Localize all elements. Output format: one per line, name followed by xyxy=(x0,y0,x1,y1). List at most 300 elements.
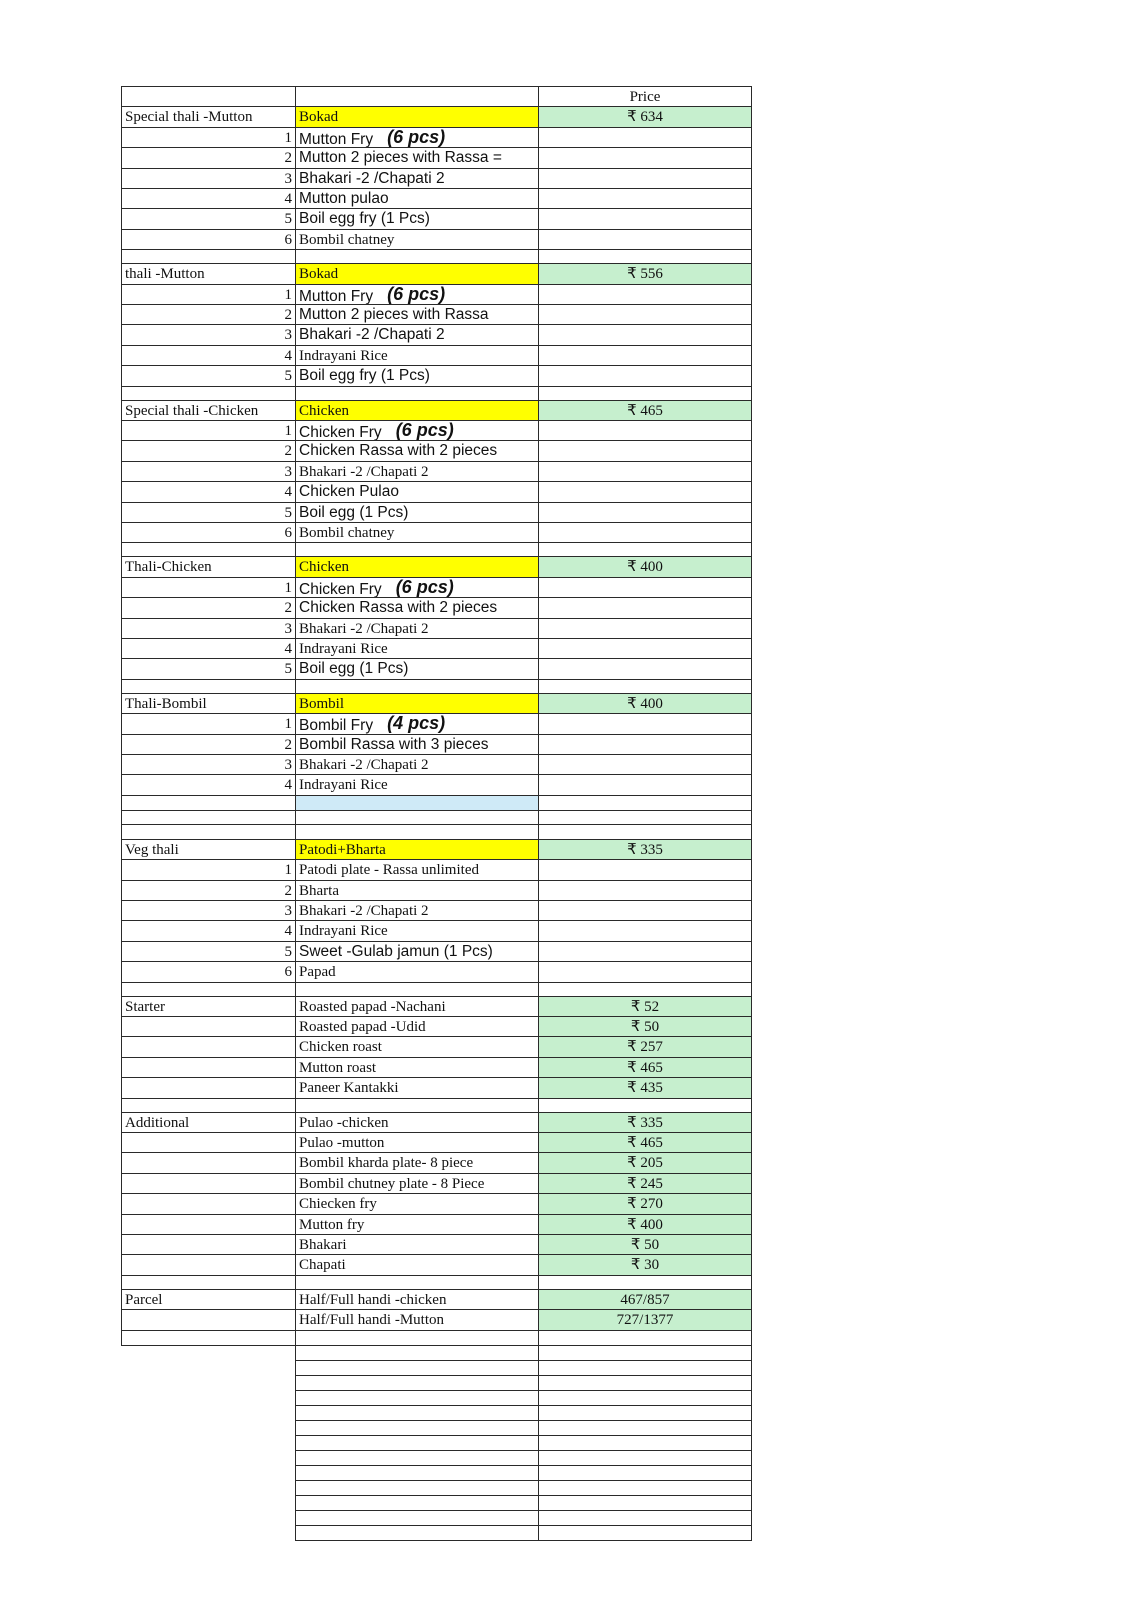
item-name: Bhakari -2 /Chapati 2 xyxy=(299,463,429,480)
item-number: 3 xyxy=(284,327,292,344)
item-name: Patodi+Bharta xyxy=(299,841,386,858)
item-cell xyxy=(295,168,539,189)
item-cell xyxy=(295,208,539,229)
price-cell xyxy=(538,386,752,401)
piece-count: (6 pcs) xyxy=(387,283,446,304)
item-label xyxy=(299,265,338,283)
price-value: 727/1377 xyxy=(616,1312,674,1329)
category-cell xyxy=(121,168,296,189)
item-number: 1 xyxy=(284,579,292,596)
item-cell xyxy=(295,693,539,714)
category-cell xyxy=(121,996,296,1017)
category-cell xyxy=(121,920,296,941)
price-value: ₹ 50 xyxy=(630,1237,660,1253)
item-number: 2 xyxy=(284,736,292,753)
item-name: Bombil Rassa with 3 pieces xyxy=(299,735,489,753)
item-number: 1 xyxy=(284,862,292,879)
price-cell xyxy=(538,1132,752,1153)
item-label xyxy=(299,402,349,420)
item-cell xyxy=(295,1016,539,1037)
price-cell xyxy=(538,1420,752,1436)
item-label xyxy=(299,1038,382,1056)
item-name: Boil egg fry (1 Pcs) xyxy=(299,367,430,385)
price-cell xyxy=(538,618,752,639)
price-cell xyxy=(538,880,752,901)
item-number: 4 xyxy=(284,923,292,940)
price-cell xyxy=(538,1112,752,1133)
item-number: 2 xyxy=(284,150,292,167)
price-cell xyxy=(538,824,752,840)
item-label xyxy=(299,1018,426,1036)
price-cell xyxy=(538,1330,752,1346)
item-number: 2 xyxy=(284,882,292,899)
price-cell xyxy=(538,420,752,441)
price-cell xyxy=(538,1495,752,1511)
item-label xyxy=(299,1114,389,1132)
category-cell xyxy=(121,502,296,523)
price-cell xyxy=(538,754,752,775)
item-number: 3 xyxy=(284,463,292,480)
item-name: Bokad xyxy=(299,266,339,283)
item-cell xyxy=(295,1098,539,1113)
category-cell xyxy=(121,1309,296,1330)
item-number: 1 xyxy=(284,286,292,303)
price-cell xyxy=(538,795,752,811)
item-cell xyxy=(295,365,539,386)
item-cell xyxy=(295,920,539,941)
item-name: Chicken roast xyxy=(299,1039,382,1056)
item-cell xyxy=(295,1525,539,1541)
price-cell xyxy=(538,1405,752,1421)
item-cell xyxy=(295,188,539,209)
price-cell xyxy=(538,577,752,598)
item-cell xyxy=(295,839,539,860)
category-cell xyxy=(121,1289,296,1310)
category-cell xyxy=(121,440,296,461)
item-name: Bhakari -2 /Chapati 2 xyxy=(299,326,445,344)
item-cell xyxy=(295,1330,539,1346)
item-name: Patodi plate - Rassa unlimited xyxy=(299,862,479,879)
price-value: ₹ 556 xyxy=(627,266,663,283)
item-label xyxy=(299,963,336,981)
item-label xyxy=(299,558,349,576)
item-label xyxy=(299,326,445,344)
price-cell xyxy=(538,1309,752,1330)
item-label xyxy=(299,715,445,735)
price-cell xyxy=(538,1173,752,1194)
item-cell xyxy=(295,440,539,461)
item-name: Mutton 2 pieces with Rassa = xyxy=(299,149,502,167)
price-cell xyxy=(538,1036,752,1057)
category-label: Additional xyxy=(125,1114,190,1131)
item-number: 5 xyxy=(284,368,292,385)
item-label xyxy=(299,660,408,678)
price-value: ₹ 257 xyxy=(627,1039,663,1056)
category-cell xyxy=(121,188,296,209)
category-cell xyxy=(121,127,296,148)
item-cell xyxy=(295,658,539,679)
item-cell xyxy=(295,386,539,401)
category-cell xyxy=(121,1214,296,1235)
price-cell xyxy=(538,345,752,366)
item-name: Bhakari -2 /Chapati 2 xyxy=(299,757,429,773)
price-cell xyxy=(538,1480,752,1496)
category-cell xyxy=(121,1275,296,1290)
item-name: Mutton Fry xyxy=(299,287,374,305)
item-name: Chicken xyxy=(299,559,349,576)
category-cell xyxy=(121,774,296,795)
category-cell xyxy=(121,86,296,107)
item-name: Boil egg (1 Pcs) xyxy=(299,503,409,521)
item-cell xyxy=(295,941,539,962)
item-cell xyxy=(295,900,539,921)
price-cell xyxy=(538,1510,752,1526)
category-cell xyxy=(121,824,296,840)
item-cell xyxy=(295,774,539,795)
category-cell xyxy=(121,556,296,577)
item-label xyxy=(299,861,479,879)
item-name: Bombil chatney xyxy=(299,231,395,248)
price-cell xyxy=(538,1390,752,1406)
category-cell xyxy=(121,229,296,250)
item-cell xyxy=(295,859,539,880)
category-cell xyxy=(121,365,296,386)
category-cell xyxy=(121,658,296,679)
price-cell xyxy=(538,693,752,714)
item-cell xyxy=(295,713,539,734)
item-label xyxy=(299,504,408,522)
piece-count: (6 pcs) xyxy=(395,420,454,440)
item-name: Mutton Fry xyxy=(299,130,374,148)
item-cell xyxy=(295,1112,539,1133)
item-cell xyxy=(295,147,539,168)
item-number: 5 xyxy=(284,661,292,678)
category-cell xyxy=(121,839,296,860)
item-cell xyxy=(295,324,539,345)
item-cell xyxy=(295,502,539,523)
item-name: Half/Full handi -Mutton xyxy=(299,1312,444,1329)
item-cell xyxy=(295,420,539,441)
price-value: ₹ 52 xyxy=(630,998,660,1015)
item-cell xyxy=(295,481,539,502)
item-cell xyxy=(295,880,539,901)
item-name: Bhakari xyxy=(299,1237,347,1253)
item-cell xyxy=(295,1495,539,1511)
price-cell xyxy=(538,284,752,305)
category-cell xyxy=(121,147,296,168)
item-name: Bombil xyxy=(299,695,345,712)
item-name: Boil egg (1 Pcs) xyxy=(299,660,409,678)
price-value: ₹ 205 xyxy=(627,1155,663,1172)
item-cell xyxy=(295,1375,539,1391)
price-cell xyxy=(538,147,752,168)
item-number: 2 xyxy=(284,443,292,460)
item-label xyxy=(299,1134,384,1152)
category-cell xyxy=(121,638,296,659)
item-cell xyxy=(295,284,539,305)
item-name: Chicken Rassa with 2 pieces xyxy=(299,599,498,617)
price-cell xyxy=(538,1275,752,1290)
item-name: Bhakari -2 /Chapati 2 xyxy=(299,903,429,919)
item-label xyxy=(299,1311,444,1329)
item-label xyxy=(299,1256,346,1274)
price-value: ₹ 335 xyxy=(627,1114,663,1131)
price-cell xyxy=(538,982,752,997)
item-label xyxy=(299,231,394,249)
price-cell xyxy=(538,1289,752,1310)
item-name: Pulao -mutton xyxy=(299,1135,385,1151)
item-cell xyxy=(295,679,539,694)
category-label: Special thali -Mutton xyxy=(125,109,253,126)
item-name: Mutton fry xyxy=(299,1216,365,1233)
price-value: ₹ 465 xyxy=(627,1135,663,1151)
item-number: 1 xyxy=(284,129,292,146)
price-cell xyxy=(538,941,752,962)
item-name: Mutton pulao xyxy=(299,190,389,207)
item-name: Roasted papad -Udid xyxy=(299,1019,426,1035)
price-value: ₹ 465 xyxy=(627,402,663,419)
price-value: ₹ 335 xyxy=(627,841,663,858)
item-name: Mutton roast xyxy=(299,1059,377,1076)
price-cell xyxy=(538,249,752,264)
item-cell xyxy=(295,996,539,1017)
item-name: Bombil Fry xyxy=(299,717,374,735)
price-cell xyxy=(538,188,752,209)
item-name: Roasted papad -Nachani xyxy=(299,998,446,1015)
price-cell xyxy=(538,542,752,557)
item-cell xyxy=(295,638,539,659)
category-cell xyxy=(121,1016,296,1037)
price-cell xyxy=(538,304,752,325)
item-label xyxy=(299,1291,446,1309)
item-label xyxy=(299,640,388,658)
category-label: thali -Mutton xyxy=(125,266,205,283)
item-cell xyxy=(295,522,539,543)
item-number: 5 xyxy=(284,943,292,960)
piece-count: (6 pcs) xyxy=(387,126,446,147)
item-label xyxy=(299,170,445,188)
price-cell xyxy=(538,638,752,659)
category-label: Special thali -Chicken xyxy=(125,402,259,419)
item-cell xyxy=(295,345,539,366)
category-cell xyxy=(121,106,296,127)
category-cell xyxy=(121,420,296,441)
item-cell xyxy=(295,982,539,997)
item-number: 4 xyxy=(284,191,292,207)
item-cell xyxy=(295,461,539,482)
item-number: 5 xyxy=(284,211,292,228)
item-label xyxy=(299,126,446,149)
price-cell xyxy=(538,900,752,921)
item-name: Paneer Kantakki xyxy=(299,1080,399,1097)
price-cell xyxy=(538,556,752,577)
price-cell xyxy=(538,522,752,543)
category-cell xyxy=(121,1112,296,1133)
item-label xyxy=(299,776,388,794)
item-cell xyxy=(295,304,539,325)
item-label xyxy=(299,367,430,385)
item-label xyxy=(299,463,429,481)
item-cell xyxy=(295,1345,539,1361)
item-cell xyxy=(295,754,539,775)
price-cell xyxy=(538,713,752,734)
category-cell xyxy=(121,754,296,775)
item-cell xyxy=(295,1152,539,1173)
item-label xyxy=(299,620,429,638)
item-cell xyxy=(295,1465,539,1481)
category-cell xyxy=(121,1132,296,1153)
price-value: Price xyxy=(629,89,661,105)
item-cell xyxy=(295,1510,539,1526)
price-cell xyxy=(538,1234,752,1255)
category-label: Starter xyxy=(125,998,165,1015)
item-name: Indrayani Rice xyxy=(299,347,388,364)
item-name: Chicken Fry xyxy=(299,580,382,598)
item-cell xyxy=(295,1254,539,1275)
item-label xyxy=(299,306,489,324)
category-cell xyxy=(121,1234,296,1255)
price-cell xyxy=(538,774,752,795)
item-cell xyxy=(295,1390,539,1406)
category-cell xyxy=(121,693,296,714)
item-name: Chicken Pulao xyxy=(299,483,399,501)
item-label xyxy=(299,1059,376,1077)
item-number: 6 xyxy=(284,231,292,248)
category-label: Thali-Bombil xyxy=(125,695,207,712)
item-cell xyxy=(295,1360,539,1376)
item-cell xyxy=(295,1077,539,1098)
item-label xyxy=(299,599,497,617)
item-number: 1 xyxy=(284,423,292,439)
price-cell xyxy=(538,208,752,229)
item-label xyxy=(299,695,344,713)
item-cell xyxy=(295,810,539,825)
category-cell xyxy=(121,941,296,962)
item-label xyxy=(299,108,338,126)
category-cell xyxy=(121,713,296,734)
item-label xyxy=(299,1154,473,1172)
item-number: 6 xyxy=(284,525,292,541)
price-value: ₹ 400 xyxy=(627,1216,663,1233)
category-cell xyxy=(121,1330,296,1346)
item-name: Chicken Rassa with 2 pieces xyxy=(299,442,498,460)
item-name: Pulao -chicken xyxy=(299,1114,389,1131)
price-cell xyxy=(538,859,752,880)
item-label xyxy=(299,576,454,599)
item-name: Bhakari -2 /Chapati 2 xyxy=(299,169,445,187)
item-cell xyxy=(295,824,539,840)
piece-count: (6 pcs) xyxy=(395,576,454,597)
item-name: Bombil kharda plate- 8 piece xyxy=(299,1155,474,1172)
price-cell xyxy=(538,1345,752,1361)
price-cell xyxy=(538,229,752,250)
item-cell xyxy=(295,618,539,639)
price-cell xyxy=(538,961,752,982)
category-cell xyxy=(121,386,296,401)
category-cell xyxy=(121,461,296,482)
category-cell xyxy=(121,982,296,997)
price-cell xyxy=(538,440,752,461)
price-cell xyxy=(538,1450,752,1466)
category-cell xyxy=(121,208,296,229)
category-cell xyxy=(121,859,296,880)
item-cell xyxy=(295,127,539,148)
item-label xyxy=(299,882,339,900)
item-number: 2 xyxy=(284,600,292,617)
item-name: Bharta xyxy=(299,882,339,899)
price-cell xyxy=(538,127,752,148)
price-cell xyxy=(538,1016,752,1037)
item-cell xyxy=(295,556,539,577)
item-cell xyxy=(295,1193,539,1214)
item-name: Chiecken fry xyxy=(299,1196,377,1213)
item-number: 4 xyxy=(284,777,292,794)
item-cell xyxy=(295,1405,539,1421)
item-label xyxy=(299,943,493,961)
category-cell xyxy=(121,577,296,598)
item-name: Papad xyxy=(299,964,336,981)
category-cell xyxy=(121,1152,296,1173)
price-cell xyxy=(538,920,752,941)
item-number: 2 xyxy=(284,307,292,323)
category-cell xyxy=(121,1077,296,1098)
item-cell xyxy=(295,961,539,982)
item-cell xyxy=(295,86,539,107)
item-label xyxy=(299,998,446,1016)
category-cell xyxy=(121,795,296,811)
category-cell xyxy=(121,880,296,901)
category-cell xyxy=(121,1254,296,1275)
item-number: 4 xyxy=(284,484,292,501)
price-cell xyxy=(538,1152,752,1173)
item-label xyxy=(299,902,429,920)
price-value: 467/857 xyxy=(620,1291,670,1308)
item-cell xyxy=(295,1420,539,1436)
price-cell xyxy=(538,106,752,127)
price-cell xyxy=(538,839,752,860)
category-cell xyxy=(121,481,296,502)
item-name: Chapati xyxy=(299,1257,346,1274)
price-cell xyxy=(538,810,752,825)
price-value: ₹ 245 xyxy=(627,1175,663,1192)
item-cell xyxy=(295,106,539,127)
category-cell xyxy=(121,345,296,366)
item-cell xyxy=(295,1289,539,1310)
category-cell xyxy=(121,522,296,543)
item-cell xyxy=(295,1480,539,1496)
category-label: Thali-Chicken xyxy=(125,559,212,576)
price-cell xyxy=(538,481,752,502)
item-cell xyxy=(295,597,539,618)
price-cell xyxy=(538,324,752,345)
item-name: Indrayani Rice xyxy=(299,777,388,794)
item-cell xyxy=(295,1435,539,1451)
item-label xyxy=(299,347,388,365)
price-cell xyxy=(538,1360,752,1376)
item-cell xyxy=(295,1309,539,1330)
price-cell xyxy=(538,1525,752,1541)
item-cell xyxy=(295,1234,539,1255)
item-label xyxy=(299,1195,377,1213)
item-cell xyxy=(295,1057,539,1078)
item-label xyxy=(299,756,429,774)
price-cell xyxy=(538,1057,752,1078)
item-cell xyxy=(295,1132,539,1153)
item-label xyxy=(299,283,446,306)
category-cell xyxy=(121,304,296,325)
category-cell xyxy=(121,679,296,694)
item-number: 4 xyxy=(284,347,292,364)
